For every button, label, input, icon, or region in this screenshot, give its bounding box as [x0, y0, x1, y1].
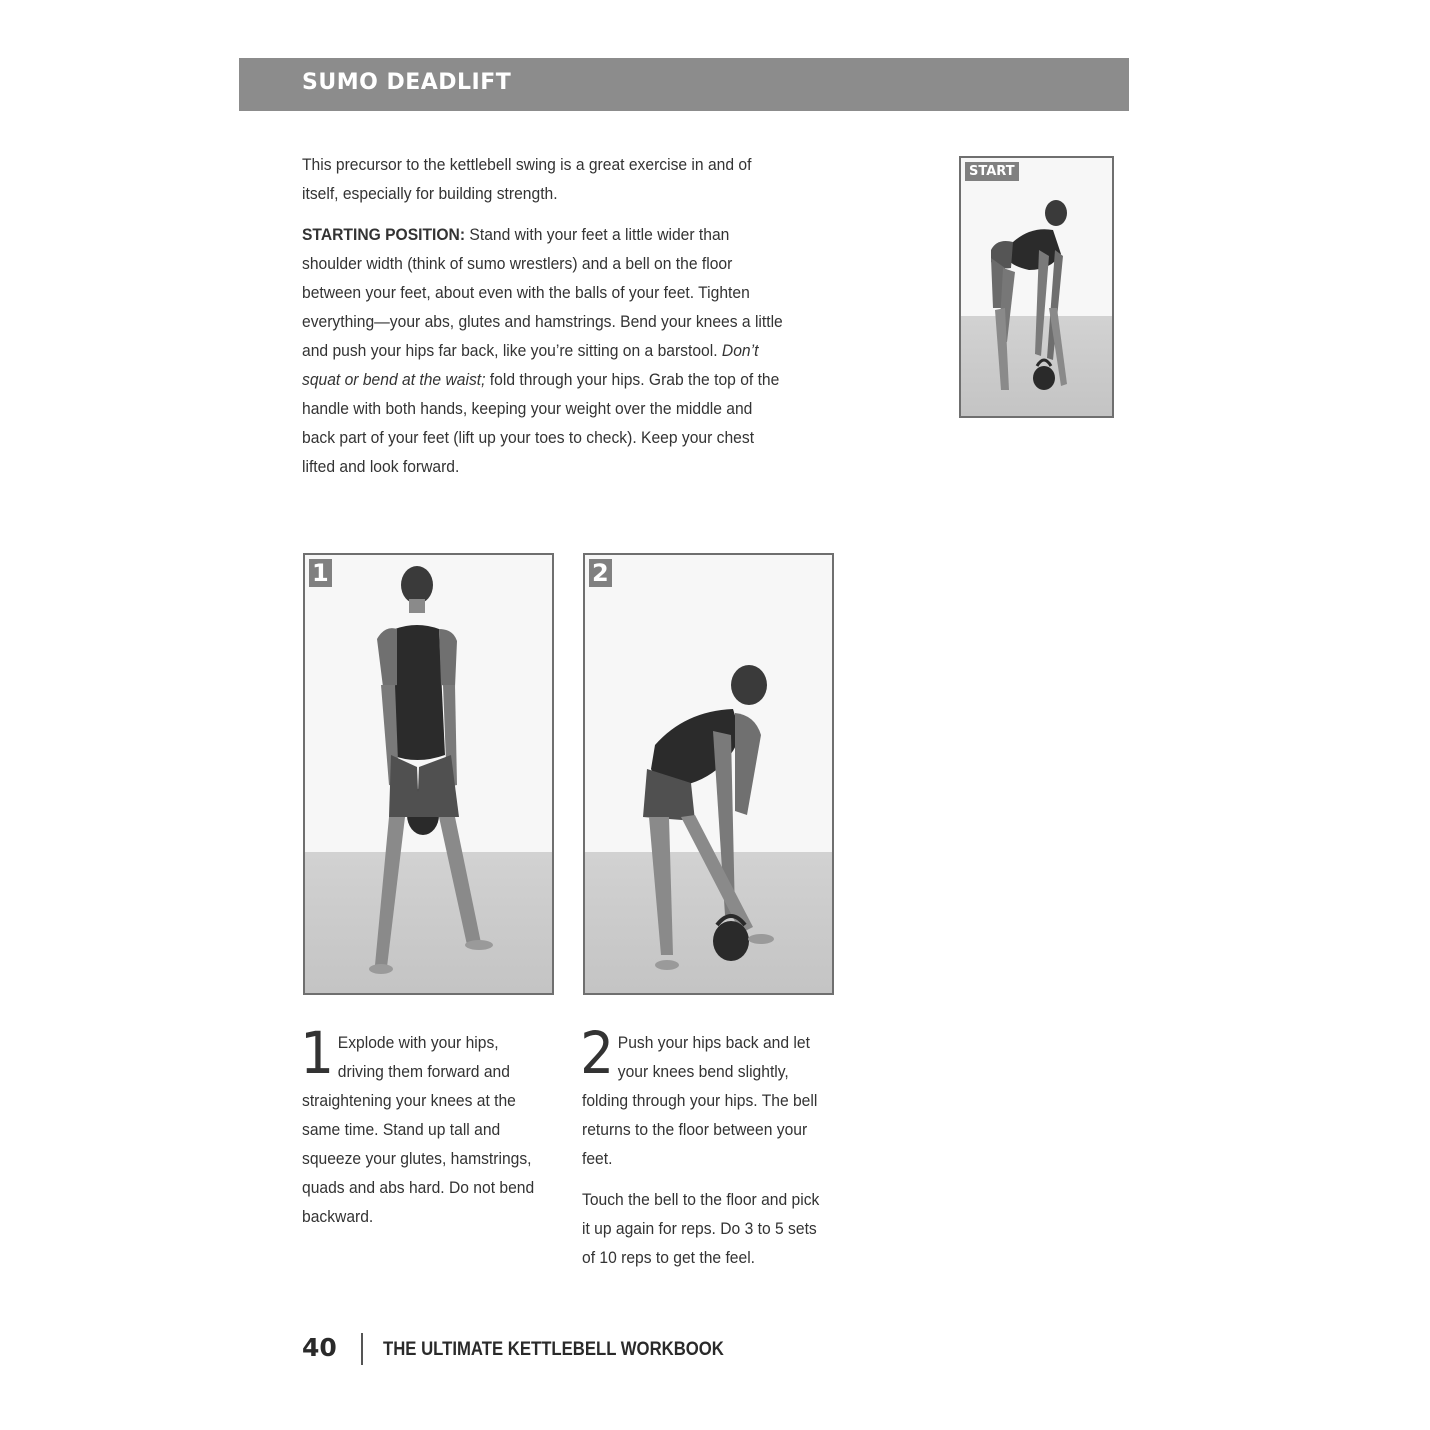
starting-position-emphasis: Don’t squat or bend at the waist;	[302, 341, 759, 389]
step-2-photo	[583, 553, 834, 995]
step-1-label: 1	[309, 559, 332, 587]
intro-paragraph: This precursor to the kettlebell swing is a great exercise in and of itself, especially for building strength.	[302, 155, 752, 203]
step-2-label: 2	[589, 559, 612, 587]
step-2-drop-number: 2	[580, 1019, 615, 1087]
section-title: SUMO DEADLIFT	[302, 70, 512, 95]
step-1-drop-number: 1	[300, 1019, 335, 1087]
starting-position-text-b: fold through your hips. Grab the top of the handle with both hands, keeping your weight over the middle and back part of your feet (lift up your toes to check). Keep your chest lifted and look forward.	[302, 370, 780, 476]
start-position-photo	[959, 156, 1114, 418]
start-label: START	[965, 162, 1019, 181]
step-2-paragraph	[580, 1019, 826, 1173]
starting-position-paragraph	[302, 220, 790, 481]
step-2-text: Push your hips back and let your knees bend slightly, folding through your hips. The bell returns to the floor between your feet.	[582, 1033, 818, 1168]
footer-divider	[361, 1333, 363, 1365]
step-2-instructions	[580, 1019, 826, 1284]
start-figure-illustration	[961, 158, 1112, 416]
step-1-photo	[303, 553, 554, 995]
step-1-text: Explode with your hips, driving them forward and straightening your knees at the same time. Stand up tall and squeeze your glutes, hamstrings, quads and abs hard. Do not bend backward.	[302, 1033, 535, 1226]
book-title: THE ULTIMATE KETTLEBELL WORKBOOK	[383, 1339, 724, 1360]
starting-position-text-a: Stand with your feet a little wider than shoulder width (think of sumo wrestlers) and a bell on the floor between your feet, about even with the balls of your feet. Tighten everything—your abs, glutes and hamstrings. Bend your knees a little and push your hips far back, like you’re sitting on a barstool.	[302, 225, 783, 360]
step-1-figure-illustration	[305, 555, 552, 993]
page-number: 40	[302, 1333, 337, 1362]
step-1-instructions	[300, 1019, 546, 1243]
step-2-note: Touch the bell to the floor and pick it up again for reps. Do 3 to 5 sets of 10 reps to get the feel.	[582, 1190, 820, 1267]
step-1-paragraph	[300, 1019, 546, 1231]
section-header-bar	[239, 58, 1129, 111]
intro-text	[302, 150, 790, 493]
starting-position-label: STARTING POSITION:	[302, 225, 466, 244]
step-2-figure-illustration	[585, 555, 832, 993]
